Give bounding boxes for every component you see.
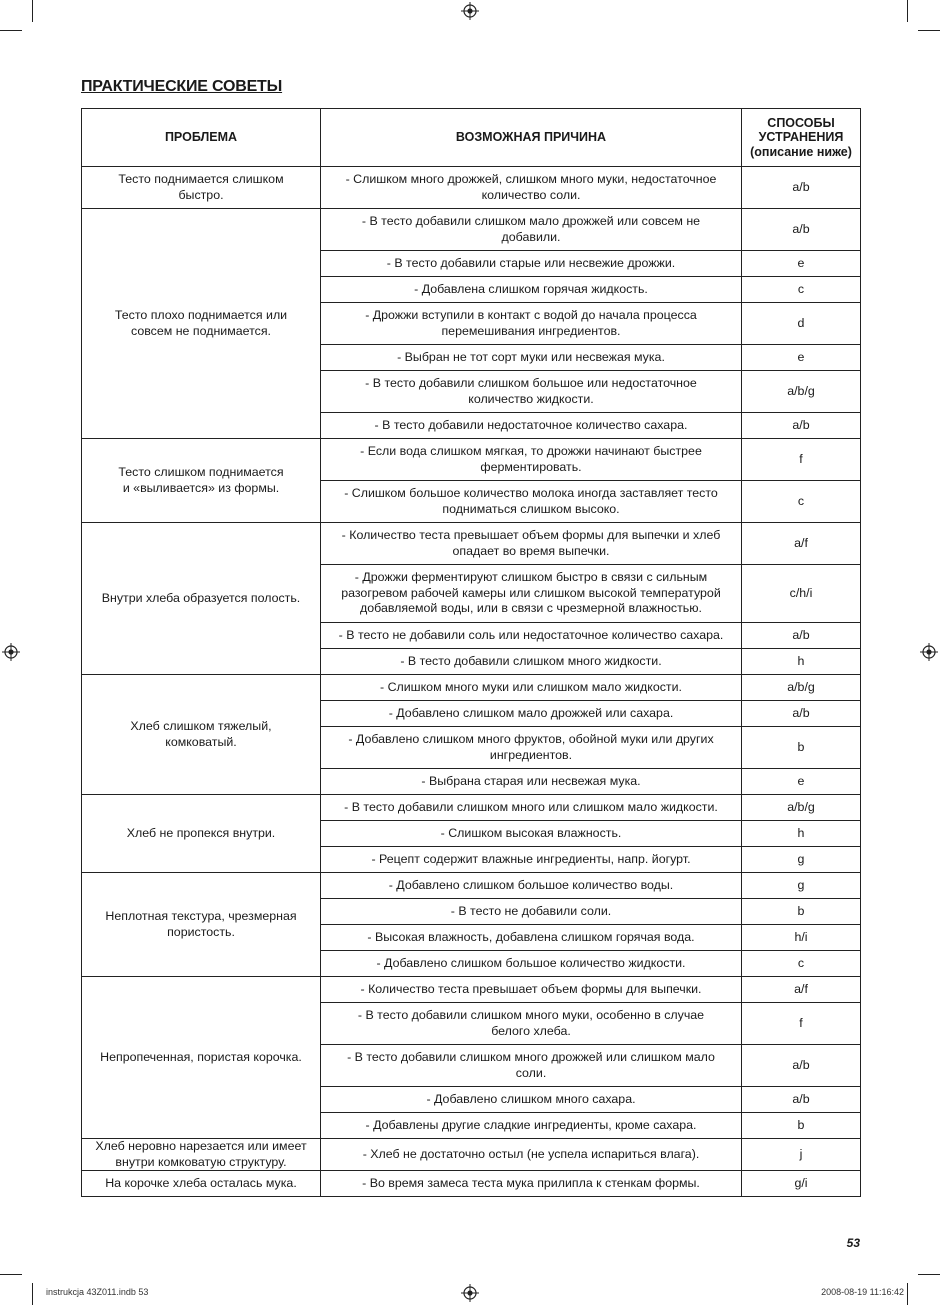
crop-mark	[918, 30, 940, 31]
cause-text: - В тесто не добавили соль или недостаточное количество сахара.	[338, 627, 724, 642]
cause-cell	[321, 439, 742, 481]
remedy-cell: f	[742, 1003, 861, 1045]
cause-text: добавили.	[501, 229, 561, 244]
cause-text: - Добавлены другие сладкие ингредиенты, кроме сахара.	[365, 1117, 697, 1132]
cause-text: перемешивания ингредиентов.	[441, 323, 621, 338]
cause-cell	[321, 795, 742, 821]
cause-text: соли.	[515, 1065, 547, 1080]
registration-mark-icon	[461, 2, 479, 20]
problem-cell	[82, 209, 321, 439]
troubleshooting-table	[81, 108, 861, 1197]
table-row	[82, 873, 861, 899]
table-row	[82, 523, 861, 565]
problem-text: Внутри хлеба образуется полость.	[101, 590, 301, 605]
header-remedy-line: (описание ниже)	[750, 144, 852, 159]
remedy-cell: a/b/g	[742, 371, 861, 413]
cause-text: - Добавлено слишком много фруктов, обойной муки или других	[348, 732, 714, 746]
cause-cell	[321, 565, 742, 623]
registration-mark-icon	[2, 643, 20, 661]
table-row	[82, 977, 861, 1003]
problem-cell	[82, 1139, 321, 1171]
problem-text: На корочке хлеба осталась мука.	[105, 1175, 297, 1190]
problem-cell	[82, 167, 321, 209]
cause-cell	[321, 1003, 742, 1045]
remedy-cell: a/b	[742, 167, 861, 209]
cause-cell	[321, 649, 742, 675]
cause-text: ингредиентов.	[489, 747, 573, 762]
cause-text: - В тесто добавили недостаточное количество сахара.	[374, 417, 688, 432]
problem-text: внутри комковатую структуру.	[115, 1154, 287, 1169]
cause-text: количество соли.	[481, 187, 581, 202]
cause-cell	[321, 873, 742, 899]
crop-mark	[32, 1283, 33, 1305]
cause-text: - В тесто добавили слишком много муки, особенно в случае	[357, 1008, 705, 1022]
remedy-cell: a/b	[742, 209, 861, 251]
cause-text: - Высокая влажность, добавлена слишком горячая вода.	[367, 929, 695, 944]
remedy-cell: f	[742, 439, 861, 481]
problem-cell	[82, 977, 321, 1139]
cause-text: - В тесто добавили слишком большое или недостаточное	[365, 376, 697, 390]
cause-text: разогревом рабочей камеры или слишком высокой температурой	[341, 585, 721, 600]
remedy-cell: g	[742, 847, 861, 873]
header-remedy-line: СПОСОБЫ	[767, 115, 835, 130]
cause-cell	[321, 303, 742, 345]
cause-text: ферментировать.	[480, 459, 582, 474]
problem-cell	[82, 675, 321, 795]
problem-cell	[82, 1171, 321, 1197]
table-row	[82, 167, 861, 209]
problem-text: Тесто поднимается слишком	[118, 172, 284, 186]
crop-mark	[0, 1274, 22, 1275]
header-remedy-line: УСТРАНЕНИЯ	[758, 130, 844, 145]
cause-cell	[321, 951, 742, 977]
cause-text: - В тесто добавили слишком мало дрожжей или совсем не	[361, 214, 701, 228]
cause-text: - Количество теста превышает объем формы для выпечки и хлеб	[341, 528, 721, 542]
remedy-cell: h	[742, 649, 861, 675]
page-number: 53	[846, 1236, 860, 1250]
cause-text: - Во время замеса теста мука прилипла к стенкам формы.	[362, 1175, 700, 1190]
remedy-cell: h	[742, 821, 861, 847]
cause-cell	[321, 727, 742, 769]
table-body	[82, 167, 861, 1197]
cause-text: - Слишком высокая влажность.	[440, 825, 622, 840]
cause-text: - Дрожжи вступили в контакт с водой до начала процесса	[365, 308, 697, 322]
cause-cell	[321, 1171, 742, 1197]
cause-cell	[321, 413, 742, 439]
crop-mark	[918, 1274, 940, 1275]
crop-mark	[907, 1283, 908, 1305]
remedy-cell: a/b	[742, 623, 861, 649]
cause-text: - Рецепт содержит влажные ингредиенты, напр. йогурт.	[371, 851, 691, 866]
cause-text: - Слишком большое количество молока иногда заставляет тесто	[344, 486, 718, 500]
remedy-cell: a/b	[742, 1045, 861, 1087]
crop-mark	[32, 0, 33, 22]
cause-text: - Слишком много муки или слишком мало жидкости.	[380, 679, 682, 694]
table-row	[82, 209, 861, 251]
cause-text: - Дрожжи ферментируют слишком быстро в связи с сильным	[354, 570, 708, 585]
remedy-cell: d	[742, 303, 861, 345]
cause-text: белого хлеба.	[491, 1023, 571, 1038]
cause-text: добавляемой воды, или в связи с чрезмерной влажностью.	[360, 601, 702, 616]
problem-text: комковатый.	[165, 734, 237, 749]
remedy-cell: a/f	[742, 977, 861, 1003]
registration-mark-icon	[920, 643, 938, 661]
cause-cell	[321, 925, 742, 951]
cause-text: - Добавлено слишком большое количество жидкости.	[376, 955, 686, 970]
remedy-cell: e	[742, 769, 861, 795]
remedy-cell: a/f	[742, 523, 861, 565]
problem-text: совсем не поднимается.	[131, 323, 271, 338]
problem-cell	[82, 795, 321, 873]
problem-text: Непропеченная, пористая корочка.	[100, 1049, 302, 1064]
problem-text: быстро.	[178, 187, 224, 202]
problem-text: Хлеб слишком тяжелый,	[130, 719, 272, 733]
remedy-cell: a/b	[742, 413, 861, 439]
problem-text: Тесто слишком поднимается	[118, 465, 284, 479]
cause-text: подниматься слишком высоко.	[442, 501, 620, 516]
remedy-cell: c	[742, 481, 861, 523]
table-row	[82, 1139, 861, 1171]
table-row	[82, 439, 861, 481]
cause-cell	[321, 675, 742, 701]
header-cause: ВОЗМОЖНАЯ ПРИЧИНА	[321, 109, 742, 167]
cause-text: - Выбрана старая или несвежая мука.	[421, 773, 641, 788]
cause-cell	[321, 167, 742, 209]
remedy-cell: a/b/g	[742, 795, 861, 821]
cause-cell	[321, 1045, 742, 1087]
remedy-cell: c	[742, 951, 861, 977]
cause-text: опадает во время выпечки.	[452, 543, 610, 558]
cause-text: - Добавлено слишком много сахара.	[426, 1091, 636, 1106]
remedy-cell: e	[742, 345, 861, 371]
table-header-row	[82, 109, 861, 167]
remedy-cell: a/b	[742, 701, 861, 727]
cause-text: - Добавлено слишком большое количество воды.	[388, 877, 674, 892]
cause-cell	[321, 899, 742, 925]
cause-cell	[321, 769, 742, 795]
remedy-cell: e	[742, 251, 861, 277]
problem-text: Хлеб не пропекся внутри.	[126, 825, 276, 840]
cause-cell	[321, 1087, 742, 1113]
cause-cell	[321, 345, 742, 371]
cause-text: - Выбран не тот сорт муки или несвежая мука.	[397, 349, 665, 364]
cause-text: - Если вода слишком мягкая, то дрожжи начинают быстрее	[360, 444, 702, 458]
cause-cell	[321, 371, 742, 413]
print-slug-left: instrukcja 43Z011.indb 53	[46, 1287, 149, 1297]
remedy-cell: c	[742, 277, 861, 303]
cause-cell	[321, 1139, 742, 1171]
cause-cell	[321, 251, 742, 277]
cause-text: - Добавлено слишком мало дрожжей или сахара.	[388, 705, 674, 720]
remedy-cell: g	[742, 873, 861, 899]
remedy-cell: c/h/i	[742, 565, 861, 623]
cause-cell	[321, 821, 742, 847]
header-problem: ПРОБЛЕМА	[82, 109, 321, 167]
print-slug-right: 2008-08-19 11:16:42	[821, 1287, 904, 1297]
cause-cell	[321, 977, 742, 1003]
remedy-cell: h/i	[742, 925, 861, 951]
remedy-cell: a/b/g	[742, 675, 861, 701]
cause-text: - В тесто добавили слишком много жидкости.	[400, 653, 662, 668]
table-row	[82, 675, 861, 701]
problem-cell	[82, 439, 321, 523]
cause-text: - В тесто не добавили соли.	[450, 903, 612, 918]
cause-text: - Слишком много дрожжей, слишком много муки, недостаточное	[345, 172, 717, 186]
cause-cell	[321, 209, 742, 251]
crop-mark	[0, 30, 22, 31]
remedy-cell: j	[742, 1139, 861, 1171]
registration-mark-icon	[461, 1284, 479, 1302]
problem-text: Тесто плохо поднимается или	[114, 308, 288, 322]
cause-text: - Хлеб не достаточно остыл (не успела испариться влага).	[362, 1146, 700, 1161]
cause-text: - Количество теста превышает объем формы для выпечки.	[360, 981, 702, 996]
table-row	[82, 1171, 861, 1197]
cause-cell	[321, 277, 742, 303]
remedy-cell: a/b	[742, 1087, 861, 1113]
table-row	[82, 795, 861, 821]
cause-cell	[321, 701, 742, 727]
problem-text: пористость.	[167, 924, 235, 939]
page-title: ПРАКТИЧЕСКИЕ СОВЕТЫ	[81, 78, 283, 95]
problem-cell	[82, 523, 321, 675]
cause-text: количество жидкости.	[468, 391, 594, 406]
cause-text: - Добавлена слишком горячая жидкость.	[414, 281, 648, 296]
remedy-cell: b	[742, 899, 861, 925]
problem-text: и «выливается» из формы.	[122, 480, 280, 495]
header-remedy	[742, 109, 861, 167]
cause-text: - В тесто добавили слишком много дрожжей или слишком мало	[347, 1050, 715, 1064]
problem-text: Хлеб неровно нарезается или имеет	[95, 1139, 307, 1153]
cause-cell	[321, 523, 742, 565]
problem-cell	[82, 873, 321, 977]
cause-cell	[321, 623, 742, 649]
remedy-cell: b	[742, 727, 861, 769]
remedy-cell: g/i	[742, 1171, 861, 1197]
cause-cell	[321, 847, 742, 873]
cause-text: - В тесто добавили слишком много или слишком мало жидкости.	[344, 799, 718, 814]
remedy-cell: b	[742, 1113, 861, 1139]
crop-mark	[907, 0, 908, 22]
cause-text: - В тесто добавили старые или несвежие дрожжи.	[386, 255, 676, 270]
cause-cell	[321, 1113, 742, 1139]
cause-cell	[321, 481, 742, 523]
problem-text: Неплотная текстура, чрезмерная	[105, 909, 297, 923]
